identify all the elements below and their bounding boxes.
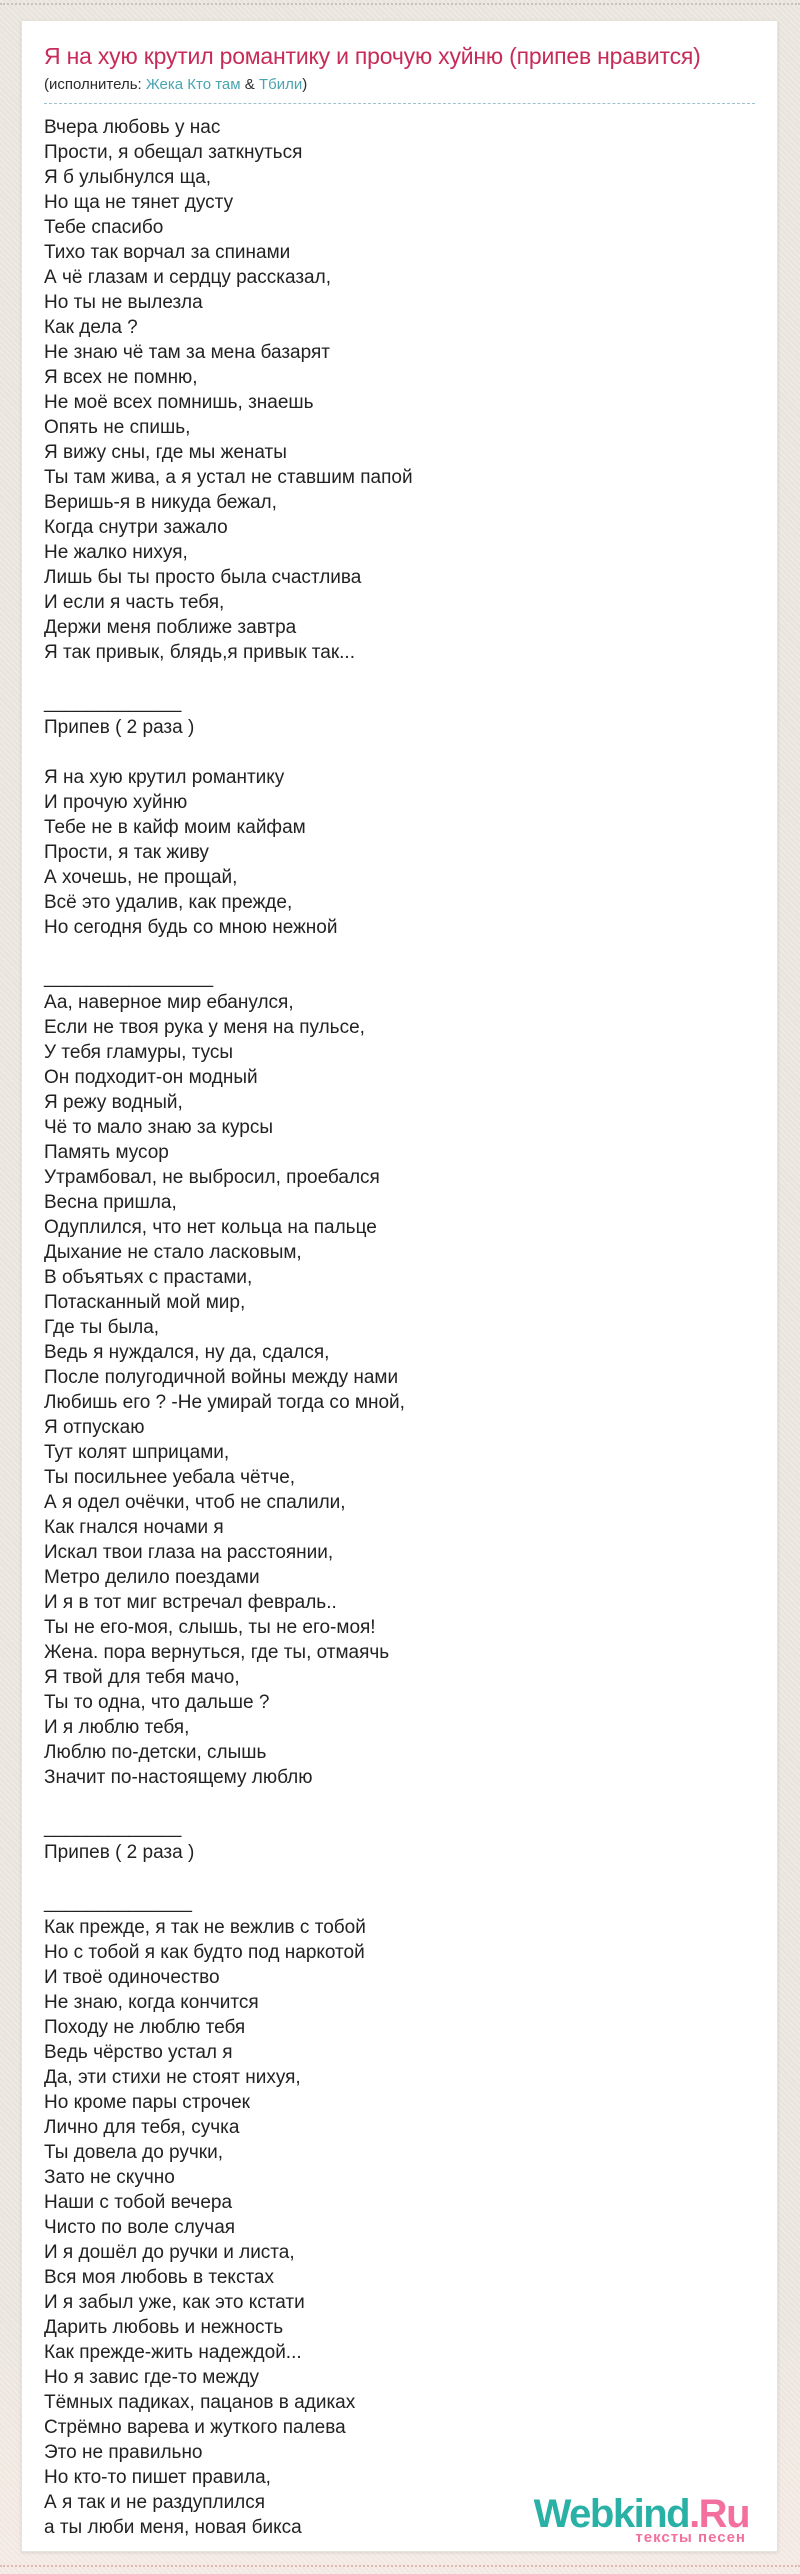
lyric-line: И твоё одиночество [44, 1967, 220, 1989]
section-divider: _____________ [44, 1817, 182, 1839]
content-card [21, 20, 778, 2552]
logo-text-ru: .Ru [689, 2492, 749, 2536]
lyric-line: Но с тобой я как будто под наркотой [44, 1942, 365, 1964]
lyric-line: Прости, я обещал заткнуться [44, 142, 303, 164]
lyric-line: Тёмных падиках, пацанов в адиках [44, 2392, 356, 2414]
site-logo-wordmark [534, 2494, 749, 2534]
lyric-line: Я отпускаю [44, 1417, 145, 1439]
lyric-line: И я забыл уже, как это кстати [44, 2292, 305, 2314]
lyric-line: И я дошёл до ручки и листа, [44, 2242, 295, 2264]
lyric-line: Чисто по воле случая [44, 2217, 236, 2239]
lyric-line: Я твой для тебя мачо, [44, 1667, 240, 1689]
logo-text-webkind: Webkind [533, 2492, 690, 2536]
lyric-line: Не знаю чё там за мена базарят [44, 342, 330, 364]
lyric-line: А я так и не раздуплился [44, 2492, 266, 2514]
section-divider: ________________ [44, 967, 214, 989]
lyric-line: Значит по-настоящему люблю [44, 1767, 313, 1789]
lyric-line: Он подходит-он модный [44, 1067, 258, 1089]
lyric-line: Стрёмно варева и жуткого палева [44, 2417, 346, 2439]
lyric-line: Но кроме пары строчек [44, 2092, 250, 2114]
lyric-line: Как дела ? [44, 317, 138, 339]
lyric-line: Любишь его ? -Не умирай тогда со мной, [44, 1392, 405, 1414]
lyric-line: Но сегодня будь со мною нежной [44, 917, 338, 939]
lyric-line: Наши с тобой вечера [44, 2192, 233, 2214]
logo-tagline: тексты песен [635, 2529, 746, 2546]
lyric-line: Ты посильнее уебала чётче, [44, 1467, 296, 1489]
lyric-blank-line [44, 665, 755, 690]
lyric-line: Припев ( 2 раза ) [44, 1842, 195, 1864]
lyric-line: Тихо так ворчал за спинами [44, 242, 291, 264]
lyric-line: Ты довела до ручки, [44, 2142, 223, 2164]
lyric-line: У тебя гламуры, тусы [44, 1042, 234, 1064]
lyric-line: Я всех не помню, [44, 367, 198, 389]
lyric-line: Я так привык, блядь,я привык так... [44, 642, 355, 664]
lyric-line: Не знаю, когда кончится [44, 1992, 259, 2014]
site-logo-link[interactable] [534, 2494, 749, 2545]
lyric-line: Я б улыбнулся ща, [44, 167, 212, 189]
lyric-line: Тебе не в кайф моим кайфам [44, 817, 306, 839]
lyric-line: Я на хую крутил романтику [44, 767, 285, 789]
lyrics-block [44, 115, 755, 2540]
lyric-line: Но я завис где-то между [44, 2367, 260, 2389]
lyric-line: В объятьях с прастами, [44, 1267, 253, 1289]
lyric-line: Держи меня поближе завтра [44, 617, 297, 639]
lyric-blank-line [44, 1790, 755, 1815]
lyric-line: Лишь бы ты просто была счастлива [44, 567, 362, 589]
lyric-line: Ведь чёрство устал я [44, 2042, 233, 2064]
lyric-line: Это не правильно [44, 2442, 203, 2464]
lyric-line: Люблю по-детски, слышь [44, 1742, 267, 1764]
lyric-line: И если я часть тебя, [44, 592, 225, 614]
lyric-line: Весна пришла, [44, 1192, 177, 1214]
lyric-line: Чё то мало знаю за курсы [44, 1117, 274, 1139]
lyric-line: Прости, я так живу [44, 842, 209, 864]
lyric-blank-line [44, 1865, 755, 1890]
lyric-line: Но ты не вылезла [44, 292, 203, 314]
lyric-line: Ты не его-моя, слышь, ты не его-моя! [44, 1617, 376, 1639]
lyric-line: Когда снутри зажало [44, 517, 228, 539]
lyric-line: Память мусор [44, 1142, 169, 1164]
lyric-line: Не жалко нихуя, [44, 542, 188, 564]
lyric-line: Припев ( 2 раза ) [44, 717, 195, 739]
lyric-line: А я одел очёчки, чтоб не спалили, [44, 1492, 346, 1514]
lyric-line: Опять не спишь, [44, 417, 191, 439]
lyric-line: Жена. пора вернуться, где ты, отмаячь [44, 1642, 390, 1664]
lyric-line: Ведь я нуждался, ну да, сдался, [44, 1342, 330, 1364]
lyric-line: Ты там жива, а я устал не ставшим папой [44, 467, 413, 489]
lyric-line: Потасканный мой мир, [44, 1292, 246, 1314]
lyric-line: А хочешь, не прощай, [44, 867, 238, 889]
section-divider: _____________ [44, 692, 182, 714]
lyric-line: И я люблю тебя, [44, 1717, 190, 1739]
lyric-line: Утрамбовал, не выбросил, проебался [44, 1167, 380, 1189]
lyric-line: Не моё всех помнишь, знаешь [44, 392, 314, 414]
lyric-line: После полугодичной войны между нами [44, 1367, 399, 1389]
lyric-line: Искал твои глаза на расстоянии, [44, 1542, 334, 1564]
lyric-line: Где ты была, [44, 1317, 160, 1339]
lyric-line: Веришь-я в никуда бежал, [44, 492, 277, 514]
lyric-line: Зато не скучно [44, 2167, 175, 2189]
artist-label-suffix: ) [302, 76, 308, 94]
lyric-line: Как прежде-жить надеждой... [44, 2342, 302, 2364]
lyric-line: Аа, наверное мир ебанулся, [44, 992, 294, 1014]
lyric-line: Тут колят шприцами, [44, 1442, 230, 1464]
lyric-line: Если не твоя рука у меня на пульсе, [44, 1017, 365, 1039]
lyric-line: Тебе спасибо [44, 217, 164, 239]
artist-link-tbili[interactable]: Тбили [258, 76, 303, 94]
lyric-line: Дыхание не стало ласковым, [44, 1242, 302, 1264]
bottom-dotted-border [0, 2565, 800, 2567]
lyric-line: Вся моя любовь в текстах [44, 2267, 275, 2289]
lyric-line: И я в тот миг встречал февраль.. [44, 1592, 337, 1614]
page-title: Я на хую крутил романтику и прочую хуйню (припев нравится) [44, 43, 701, 69]
lyric-blank-line [44, 740, 755, 765]
artist-label-prefix: (исполнитель: [44, 76, 146, 94]
lyric-line: Походу не люблю тебя [44, 2017, 246, 2039]
lyric-line: Но кто-то пишет правила, [44, 2467, 271, 2489]
lyric-blank-line [44, 940, 755, 965]
artist-line [44, 76, 755, 104]
top-dotted-border [0, 3, 800, 5]
lyric-line: Как гнался ночами я [44, 1517, 224, 1539]
lyric-line: Дарить любовь и нежность [44, 2317, 284, 2339]
section-divider: ______________ [44, 1892, 192, 1914]
lyric-line: Всё это удалив, как прежде, [44, 892, 293, 914]
lyric-line: а ты люби меня, новая бикса [44, 2517, 302, 2539]
lyric-line: Я режу водный, [44, 1092, 183, 1114]
lyric-line: Но ща не тянет дусту [44, 192, 234, 214]
lyric-line: Одуплился, что нет кольца на пальце [44, 1217, 377, 1239]
artist-link-zheka-kto-tam[interactable]: Жека Кто там [145, 76, 241, 94]
lyric-line: Да, эти стихи не стоят нихуя, [44, 2067, 301, 2089]
lyric-line: Я вижу сны, где мы женаты [44, 442, 287, 464]
lyric-line: Ты то одна, что дальше ? [44, 1692, 270, 1714]
lyric-line: Как прежде, я так не вежлив с тобой [44, 1917, 366, 1939]
lyric-line: Лично для тебя, сучка [44, 2117, 240, 2139]
artist-separator: & [240, 76, 259, 94]
lyric-line: Вчера любовь у нас [44, 117, 221, 139]
lyric-line: Метро делило поездами [44, 1567, 260, 1589]
lyric-line: А чё глазам и сердцу рассказал, [44, 267, 331, 289]
lyric-line: И прочую хуйню [44, 792, 188, 814]
